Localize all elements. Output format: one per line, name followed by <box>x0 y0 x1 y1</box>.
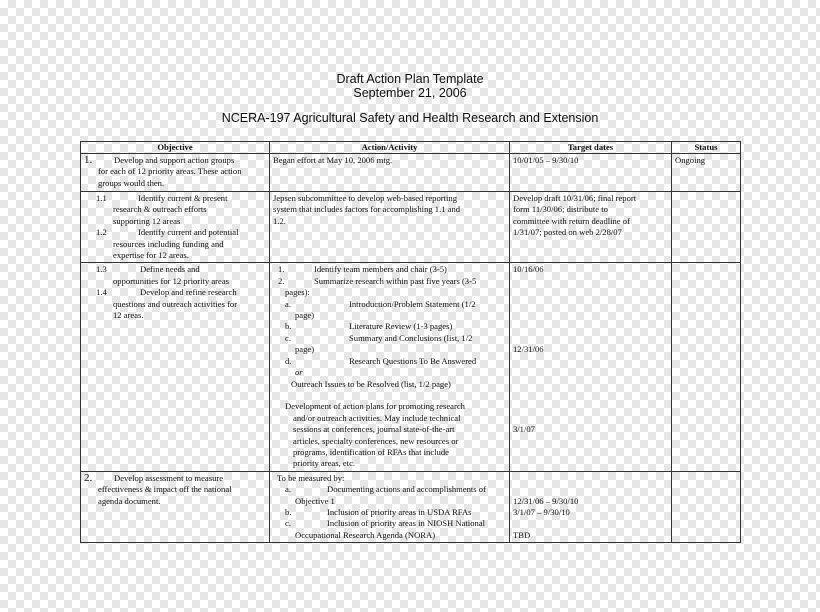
objective-cell <box>81 263 270 471</box>
action-text: pages): <box>285 287 310 298</box>
objective-text: Identify current & present <box>138 193 228 203</box>
objective-number: 1.2 <box>96 227 107 238</box>
action-text: Jepsen subcommittee to develop web-based reporting <box>273 193 457 203</box>
action-text: Occupational Research Agenda (NORA) <box>295 529 436 540</box>
status-cell <box>672 154 741 192</box>
action-text: Inclusion of priority areas in NIOSH National <box>327 518 485 529</box>
target-date: 3/1/07 – 9/30/10 <box>513 506 570 517</box>
objective-number: 1.1 <box>96 193 107 203</box>
list-number: 2. <box>278 275 285 286</box>
action-text: and/or outreach activities. May include technical <box>293 412 461 423</box>
action-cell <box>270 471 510 542</box>
action-text: 1.2. <box>273 215 286 226</box>
action-text: or <box>295 367 303 378</box>
objective-cell <box>81 154 270 192</box>
action-text: Development of action plans for promoting research <box>285 401 465 412</box>
objective-text: Develop and refine research <box>140 287 237 298</box>
list-letter: d. <box>285 355 292 366</box>
list-letter: c. <box>285 332 291 343</box>
table-row <box>81 471 741 542</box>
table-row <box>81 192 741 263</box>
table-row <box>81 263 741 471</box>
target-date: Develop draft 10/31/06; final report <box>513 193 637 203</box>
action-text: page) <box>295 310 315 321</box>
target-dates-cell <box>510 192 672 263</box>
objective-text: opportunities for 12 priority areas <box>113 275 229 286</box>
objective-text: resources including funding and <box>113 238 224 249</box>
objective-text: Develop and support action groups <box>114 155 235 165</box>
objective-text: for each of 12 priority areas. These action <box>98 166 242 177</box>
objective-cell <box>81 192 270 263</box>
column-header-action: Action/Activity <box>270 142 510 154</box>
status-cell <box>672 192 741 263</box>
action-text: Identify team members and chair (3-5) <box>314 264 447 275</box>
action-text: Outreach Issues to be Resolved (list, 1/2 page) <box>291 378 451 389</box>
action-text: Research Questions To Be Answered <box>349 355 477 366</box>
action-text: To be measured by: <box>277 472 345 483</box>
objective-text: supporting 12 areas <box>113 215 181 226</box>
action-text: Summary and Conclusions (list, 1/2 <box>349 332 473 343</box>
objective-text: agenda document. <box>98 495 161 506</box>
target-date: 12/31/06 <box>513 344 544 355</box>
action-text: Documenting actions and accomplishments of <box>327 484 486 495</box>
objective-number: 2. <box>84 471 93 484</box>
target-date: form 11/30/06; distribute to <box>513 204 608 215</box>
action-text: Introduction/Problem Statement (1/2 <box>349 298 476 309</box>
action-text: system that includes factors for accomplishing 1.1 and <box>273 204 461 215</box>
action-cell <box>270 192 510 263</box>
objective-text: groups would then. <box>98 177 165 188</box>
objective-text: questions and outreach activities for <box>113 298 238 309</box>
column-header-objective: Objective <box>81 142 270 154</box>
list-letter: c. <box>285 518 291 529</box>
objective-text: expertise for 12 areas. <box>113 250 189 261</box>
objective-number: 1.3 <box>96 264 107 275</box>
target-date: TBD <box>513 529 531 540</box>
list-letter: b. <box>285 321 292 332</box>
status-text: Ongoing <box>675 155 706 165</box>
status-cell <box>672 471 741 542</box>
action-text: Summarize research within past five years (3-5 <box>314 275 477 286</box>
table-row <box>81 154 741 192</box>
objective-text: Identify current and potential <box>138 227 239 238</box>
document-subtitle: NCERA-197 Agricultural Safety and Health Research and Extension <box>221 111 599 125</box>
action-text: Literature Review (1-3 pages) <box>349 321 453 332</box>
action-text: sessions at conferences, journal state-of-the-art <box>293 424 455 435</box>
document-title: Draft Action Plan Template <box>336 72 484 86</box>
target-date: committee with return deadline of <box>513 215 630 226</box>
target-date: 10/16/06 <box>513 264 544 275</box>
action-text: Objective 1 <box>295 495 335 506</box>
list-number: 1. <box>278 264 285 275</box>
action-cell <box>270 263 510 471</box>
target-date: 12/31/06 – 9/30/10 <box>513 495 579 506</box>
target-date: 10/01/05 – 9/30/10 <box>513 155 579 165</box>
action-plan-table <box>80 141 741 543</box>
column-header-target-dates: Target dates <box>510 142 672 154</box>
table-header-row <box>81 142 741 154</box>
target-dates-cell <box>510 154 672 192</box>
list-letter: a. <box>285 484 291 495</box>
status-cell <box>672 263 741 471</box>
objective-number: 1. <box>84 154 93 166</box>
action-text: priority areas, etc. <box>293 458 356 469</box>
objective-text: Define needs and <box>140 264 200 275</box>
list-letter: b. <box>285 506 292 517</box>
objective-text: effectiveness & impact off the national <box>98 484 232 495</box>
target-date: 3/1/07 <box>513 423 535 434</box>
document-date: September 21, 2006 <box>353 86 467 100</box>
target-dates-cell <box>510 471 672 542</box>
column-header-status: Status <box>672 142 741 154</box>
action-text: articles, specialty conferences, new resources or <box>293 435 459 446</box>
objective-text: Develop assessment to measure <box>114 472 224 483</box>
action-text: Inclusion of priority areas in USDA RFAs <box>327 506 472 517</box>
list-letter: a. <box>285 298 291 309</box>
objective-number: 1.4 <box>96 287 107 298</box>
objective-text: research & outreach efforts <box>113 204 207 215</box>
objective-text: 12 areas. <box>113 310 144 321</box>
action-cell <box>270 154 510 192</box>
target-dates-cell <box>510 263 672 471</box>
target-date: 1/31/07; posted on web 2/28/07 <box>513 227 622 238</box>
objective-cell <box>81 471 270 542</box>
action-text: page) <box>295 344 315 355</box>
action-text: programs, identification of RFAs that include <box>293 446 449 457</box>
action-text: Began effort at May 10, 2006 mtg. <box>273 155 393 165</box>
